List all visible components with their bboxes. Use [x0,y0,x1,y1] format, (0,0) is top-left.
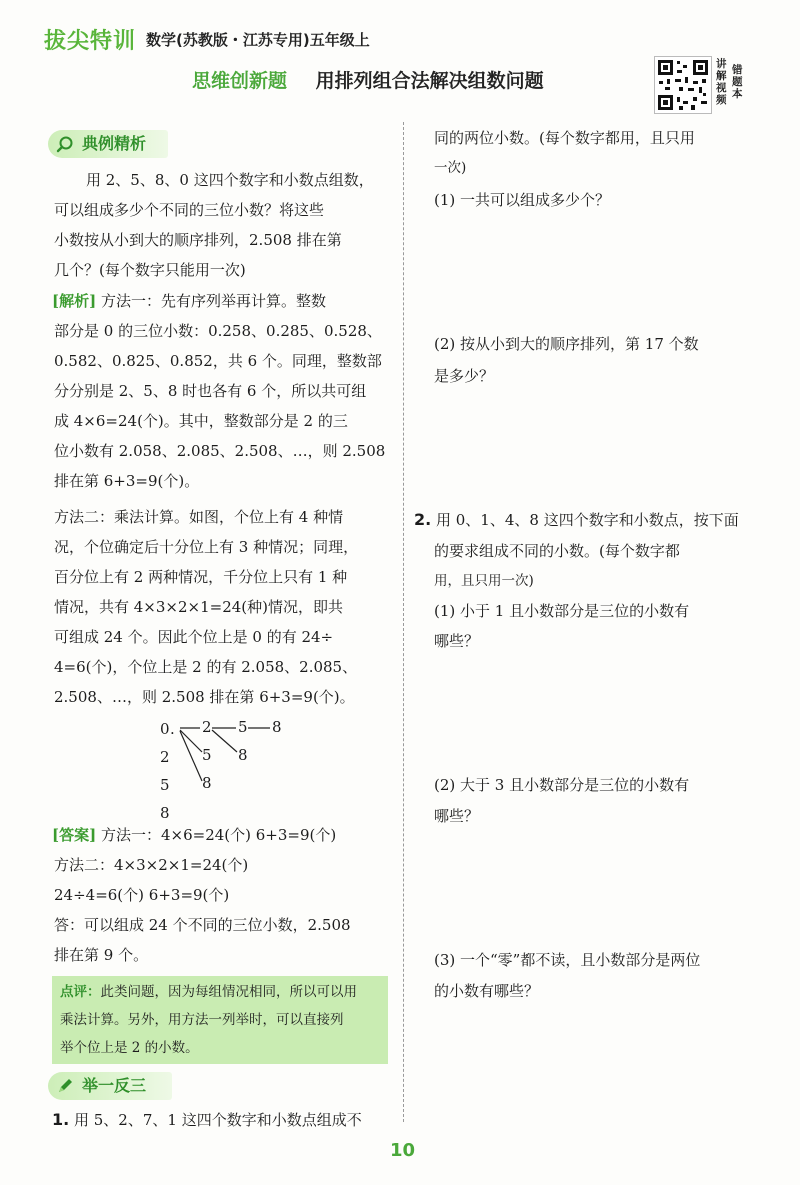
tree-col1-item: 2 [160,748,170,766]
qr-label-video: 讲解视频 [716,58,727,106]
tree-col1-item: 0 [160,720,170,738]
question-1-text: 用 5、2、7、1 这四个数字和小数点组成不 [69,1111,362,1129]
analysis-line: 情况，共有 4×3×2×1=24(种)情况，即共 [54,598,344,616]
question-2-line-3: 用，且只用一次) [434,573,534,589]
analysis-line: 排在第 6+3=9(个)。 [54,472,200,490]
qr-code-icon [655,57,711,113]
problem-line-1: 用 2、5、8、0 这四个数字和小数点组数， [86,171,374,189]
comment-text: 此类问题，因为每组情况相同，所以可以用 [100,984,357,1000]
page-number: 10 [390,1140,416,1161]
tree-branches [150,715,290,825]
analysis-first-text: 方法一：先有序列举再计算。整数 [96,292,326,310]
qr-code[interactable] [654,56,712,114]
analysis-line: 2.508、…，则 2.508 排在第 6+3=9(个)。 [54,688,355,706]
analysis-line: 况，个位确定后十分位上有 3 种情况；同理， [54,538,359,556]
answer-line: 答：可以组成 24 个不同的三位小数，2.508 [54,916,351,934]
tree-col4-item: 8 [272,718,282,736]
answer-line-1 [52,825,336,845]
page-title [192,66,544,93]
book-subtitle: 数学(苏教版・江苏专用)五年级上 [146,31,370,49]
question-2-text: 用 0、1、4、8 这四个数字和小数点，按下面 [431,511,739,529]
comment-tag: 点评： [60,984,101,1000]
tree-col1-item: 5 [160,776,170,794]
answer-line: 24÷4=6(个) 6+3=9(个) [54,886,230,904]
analysis-line: 4=6(个)，个位上是 2 的有 2.058、2.085、 [54,658,358,676]
tree-col3-item: 5 [238,718,248,736]
question-1-line-2: 同的两位小数。(每个数字都用，且只用 [434,129,695,147]
comment-line: 举个位上是 2 的小数。 [60,1040,199,1056]
question-1-line-1 [52,1110,362,1130]
analysis-line: 分分别是 2、5、8 时也各有 6 个，所以共可组 [54,382,367,400]
question-1-number: 1. [52,1110,70,1129]
tree-col1-item: 8 [160,804,170,822]
question-2-line-1 [414,510,739,530]
comment-line-1 [60,982,357,1002]
practice-heading-text: 举一反三 [82,1076,147,1095]
tree-col3-item: 8 [238,746,248,764]
question-2-sub-3-line-2: 的小数有哪些？ [434,982,540,1000]
pencil-icon [56,1077,74,1095]
permutation-tree [150,715,290,825]
question-2-sub-3-line-1: (3) 一个“零”都不读，且小数部分是两位 [434,951,701,969]
question-1-line-3: 一次) [434,160,467,176]
analysis-line: 方法二：乘法计算。如图，个位上有 4 种情 [54,508,344,526]
question-2-sub-1-line-2: 哪些？ [434,632,480,650]
tree-col2-item: 2 [202,718,212,736]
question-1-sub-2-line-2: 是多少？ [434,367,495,385]
question-2-sub-2-line-1: (2) 大于 3 且小数部分是三位的小数有 [434,776,690,794]
question-2-sub-1-line-1: (1) 小于 1 且小数部分是三位的小数有 [434,602,690,620]
question-2-line-2: 的要求组成不同的小数。(每个数字都 [434,542,680,560]
question-1-sub-1: (1) 一共可以组成多少个？ [434,191,611,209]
analysis-tag: [解析] [52,292,97,310]
practice-heading [48,1072,172,1100]
analysis-line: 位小数有 2.058、2.085、2.508、…，则 2.508 [54,442,386,460]
analysis-line: 成 4×6=24(个)。其中，整数部分是 2 的三 [54,412,348,430]
answer-first-text: 方法一：4×6=24(个) 6+3=9(个) [96,826,337,844]
title-text: 用排列组合法解决组数问题 [315,70,544,92]
problem-line-2: 可以组成多少个不同的三位小数？将这些 [54,201,325,219]
analysis-line: 0.582、0.825、0.852，共 6 个。同理，整数部 [54,352,382,370]
tree-col2-item: 8 [202,774,212,792]
column-divider [403,122,404,1122]
question-1-sub-2-line-1: (2) 按从小到大的顺序排列，第 17 个数 [434,335,699,353]
problem-line-3: 小数按从小到大的顺序排列，2.508 排在第 [54,231,342,249]
answer-line: 排在第 9 个。 [54,946,149,964]
example-heading-text: 典例精析 [82,134,147,153]
question-2-number: 2. [414,510,432,529]
answer-tag: [答案] [52,826,97,844]
example-heading [48,130,168,158]
brand-logo: 拔尖特训 [44,29,137,54]
section-label: 思维创新题 [192,70,288,92]
problem-line-4: 几个？(每个数字只能用一次) [54,261,246,279]
tree-decimal-point: . [170,720,175,738]
comment-box [52,976,388,1064]
comment-line: 乘法计算。另外，用方法一列举时，可以直接列 [60,1012,344,1028]
question-2-sub-2-line-2: 哪些？ [434,807,480,825]
analysis-line-1 [52,291,326,311]
qr-label-mistakes: 错题本 [732,64,743,100]
analysis-line: 部分是 0 的三位小数：0.258、0.285、0.528、 [54,322,382,340]
analysis-line: 百分位上有 2 两种情况，千分位上只有 1 种 [54,568,348,586]
magnifier-icon [56,135,74,153]
answer-line: 方法二：4×3×2×1=24(个) [54,856,249,874]
analysis-line: 可组成 24 个。因此个位上是 0 的有 24÷ [54,628,334,646]
tree-col2-item: 5 [202,746,212,764]
